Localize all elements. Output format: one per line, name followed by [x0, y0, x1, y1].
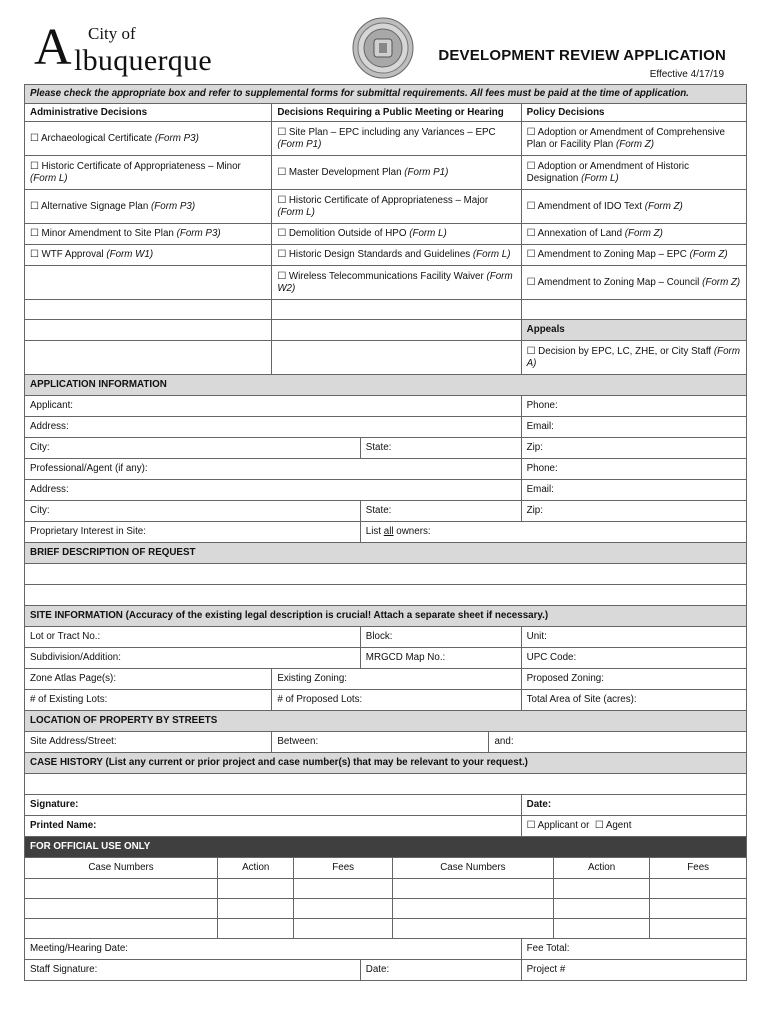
applicant-field[interactable]: Applicant:	[25, 396, 522, 417]
city-field[interactable]: City:	[25, 438, 361, 459]
upc-code-field[interactable]: UPC Code:	[521, 648, 746, 669]
case-history-line[interactable]	[25, 774, 747, 795]
col-header-policy: Policy Decisions	[521, 104, 746, 122]
official-cell[interactable]	[25, 879, 218, 899]
official-use-header: FOR OFFICIAL USE ONLY	[25, 837, 747, 858]
appeals-header: Appeals	[521, 320, 746, 341]
signature-field[interactable]: Signature:	[25, 795, 522, 816]
email-field[interactable]: Email:	[521, 417, 746, 438]
official-cell[interactable]	[553, 899, 650, 919]
form-ref: (Form P1)	[277, 138, 322, 150]
option-label: Demolition Outside of HPO	[288, 228, 407, 239]
checkbox-icon[interactable]: ☐	[277, 194, 287, 206]
logo-city-of: City of	[88, 24, 136, 43]
official-row	[25, 919, 747, 939]
existing-zoning-field[interactable]: Existing Zoning:	[272, 669, 521, 690]
brief-description-header: BRIEF DESCRIPTION OF REQUEST	[25, 543, 747, 564]
checkbox-comprehensive-plan[interactable]	[521, 122, 746, 156]
empty-cell	[272, 320, 521, 341]
form-ref: (Form P3)	[154, 132, 199, 144]
option-label: Wireless Telecommunications Facility Waiver	[288, 270, 484, 282]
lot-tract-field[interactable]: Lot or Tract No.:	[25, 627, 361, 648]
option-label: Amendment of IDO Text	[537, 200, 642, 212]
zone-atlas-field[interactable]: Zone Atlas Page(s):	[25, 669, 272, 690]
official-cell[interactable]	[294, 899, 393, 919]
form-ref: (Form A)	[526, 345, 740, 369]
checkbox-demolition[interactable]	[272, 224, 521, 245]
checkbox-icon[interactable]: ☐	[526, 160, 536, 172]
form-ref: (Form L)	[30, 172, 68, 184]
official-col-case-numbers: Case Numbers	[25, 858, 218, 879]
checkbox-icon[interactable]: ☐	[526, 126, 536, 138]
printed-name-field[interactable]: Printed Name:	[25, 816, 522, 837]
logo-city-name: lbuquerque	[74, 44, 212, 77]
signature-date-field[interactable]: Date:	[521, 795, 746, 816]
meeting-date-field[interactable]: Meeting/Hearing Date:	[25, 939, 522, 960]
checkbox-icon[interactable]: ☐	[526, 249, 536, 260]
checkbox-alternative-signage[interactable]	[25, 190, 272, 224]
agent-city-field[interactable]: City:	[25, 501, 361, 522]
form-ref: (Form W2)	[277, 270, 513, 294]
proprietary-interest-field[interactable]: Proprietary Interest in Site:	[25, 522, 361, 543]
official-cell[interactable]	[553, 919, 650, 939]
checkbox-icon[interactable]: ☐	[277, 228, 287, 239]
official-cell[interactable]	[650, 919, 747, 939]
checkbox-annexation[interactable]	[521, 224, 746, 245]
checkbox-icon[interactable]: ☐	[526, 276, 536, 288]
official-col-fees: Fees	[294, 858, 393, 879]
form-ref: (Form P3)	[151, 200, 196, 212]
official-cell[interactable]	[392, 919, 553, 939]
checkbox-ido-text[interactable]	[521, 190, 746, 224]
instructions-text: Please check the appropriate box and refer to supplemental forms for submittal requirements. All fees must be paid at the time of application.	[25, 85, 747, 104]
official-col-fees-2: Fees	[650, 858, 747, 879]
checkbox-wtf-approval[interactable]	[25, 245, 272, 266]
form-ref: (Form W1)	[106, 249, 154, 260]
checkbox-icon[interactable]: ☐	[30, 228, 39, 239]
official-cell[interactable]	[294, 879, 393, 899]
official-cell[interactable]	[25, 919, 218, 939]
checkbox-zoning-map-epc[interactable]	[521, 245, 746, 266]
official-cell[interactable]	[218, 919, 294, 939]
option-label: Adoption or Amendment of Historic Designation	[526, 160, 690, 184]
checkbox-site-plan-epc[interactable]	[272, 122, 521, 156]
application-form	[24, 84, 747, 981]
form-ref: (Form Z)	[644, 200, 683, 212]
form-ref: (Form L)	[472, 249, 511, 260]
official-row	[25, 879, 747, 899]
proposed-zoning-field[interactable]: Proposed Zoning:	[521, 669, 746, 690]
empty-cell	[25, 266, 272, 300]
form-ref: (Form L)	[277, 206, 315, 218]
agent-email-field[interactable]: Email:	[521, 480, 746, 501]
project-number-field[interactable]: Project #	[521, 960, 746, 981]
checkbox-archaeological-certificate[interactable]	[25, 122, 272, 156]
official-cell[interactable]	[392, 879, 553, 899]
form-ref: (Form Z)	[615, 138, 655, 150]
official-cell[interactable]	[392, 899, 553, 919]
staff-date-field[interactable]: Date:	[360, 960, 521, 981]
official-cell[interactable]	[218, 879, 294, 899]
option-label: Archaeological Certificate	[40, 132, 153, 144]
option-label: Site Plan – EPC including any Variances – EPC	[288, 126, 496, 138]
list-owners-field[interactable]	[360, 522, 746, 543]
checkbox-icon[interactable]: ☐	[526, 345, 536, 357]
checkbox-master-development-plan[interactable]	[272, 156, 521, 190]
checkbox-icon[interactable]: ☐	[30, 249, 39, 260]
address-field[interactable]: Address:	[25, 417, 522, 438]
form-ref: (Form Z)	[624, 228, 663, 239]
role-selector	[521, 816, 746, 837]
option-label: Amendment to Zoning Map – Council	[537, 276, 700, 288]
official-col-action: Action	[218, 858, 294, 879]
checkbox-icon[interactable]: ☐	[526, 228, 536, 239]
checkbox-icon[interactable]: ☐	[30, 132, 39, 144]
option-label: Amendment to Zoning Map – EPC	[537, 249, 687, 260]
official-col-case-numbers-2: Case Numbers	[392, 858, 553, 879]
official-cell[interactable]	[650, 879, 747, 899]
form-ref: (Form P1)	[404, 166, 449, 178]
option-label: Adoption or Amendment of Comprehensive Plan or Facility Plan	[526, 126, 725, 150]
applicant-option-label: Applicant or	[537, 820, 590, 831]
block-field[interactable]: Block:	[360, 627, 521, 648]
col-header-administrative: Administrative Decisions	[25, 104, 272, 122]
checkbox-icon[interactable]: ☐	[277, 249, 287, 260]
agent-zip-field[interactable]: Zip:	[521, 501, 746, 522]
agent-phone-field[interactable]: Phone:	[521, 459, 746, 480]
existing-lots-field[interactable]: # of Existing Lots:	[25, 690, 272, 711]
proposed-lots-field[interactable]: # of Proposed Lots:	[272, 690, 521, 711]
option-label: Annexation of Land	[537, 228, 623, 239]
agent-address-field[interactable]: Address:	[25, 480, 522, 501]
staff-signature-field[interactable]: Staff Signature:	[25, 960, 361, 981]
form-ref: (Form P3)	[176, 228, 221, 239]
empty-cell	[272, 341, 521, 375]
checkbox-wireless-waiver[interactable]	[272, 266, 521, 300]
option-label: Master Development Plan	[288, 166, 402, 178]
official-cell[interactable]	[25, 899, 218, 919]
checkbox-icon[interactable]: ☐	[277, 126, 287, 138]
option-label: Historic Certificate of Appropriateness – Major	[288, 194, 489, 206]
official-cell[interactable]	[294, 919, 393, 939]
list-owners-post: owners:	[393, 526, 431, 537]
empty-cell	[25, 320, 272, 341]
between-field[interactable]: Between:	[272, 732, 489, 753]
fee-total-field[interactable]: Fee Total:	[521, 939, 746, 960]
checkbox-icon[interactable]: ☐	[30, 200, 39, 212]
form-ref: (Form L)	[581, 172, 619, 184]
option-label: WTF Approval	[41, 249, 104, 260]
zip-field[interactable]: Zip:	[521, 438, 746, 459]
city-seal-icon	[352, 17, 414, 79]
agent-state-field[interactable]: State:	[360, 501, 521, 522]
subdivision-field[interactable]: Subdivision/Addition:	[25, 648, 361, 669]
site-address-field[interactable]: Site Address/Street:	[25, 732, 272, 753]
official-cell[interactable]	[218, 899, 294, 919]
page-title: DEVELOPMENT REVIEW APPLICATION	[438, 47, 726, 64]
checkbox-appeal-decision[interactable]	[521, 341, 746, 375]
phone-field[interactable]: Phone:	[521, 396, 746, 417]
total-area-field[interactable]: Total Area of Site (acres):	[521, 690, 746, 711]
list-owners-all: all	[383, 526, 394, 537]
option-label: Historic Design Standards and Guidelines	[288, 249, 471, 260]
option-label: Historic Certificate of Appropriateness – Minor	[41, 160, 241, 172]
case-history-header: CASE HISTORY (List any current or prior project and case number(s) that may be relevant to your request.)	[25, 753, 747, 774]
col-header-public-meeting: Decisions Requiring a Public Meeting or Hearing	[272, 104, 521, 122]
form-ref: (Form Z)	[702, 276, 741, 288]
checkbox-historic-designation[interactable]	[521, 156, 746, 190]
empty-cell	[272, 300, 521, 320]
option-label: Alternative Signage Plan	[40, 200, 149, 212]
option-label: Minor Amendment to Site Plan	[41, 228, 174, 239]
empty-cell	[25, 300, 272, 320]
application-info-header: APPLICATION INFORMATION	[25, 375, 747, 396]
official-cell[interactable]	[650, 899, 747, 919]
location-header: LOCATION OF PROPERTY BY STREETS	[25, 711, 747, 732]
description-line[interactable]	[25, 585, 747, 606]
option-label: Decision by EPC, LC, ZHE, or City Staff	[538, 345, 712, 357]
agent-checkbox[interactable]: ☐	[594, 820, 604, 831]
list-owners-pre: List	[365, 526, 384, 537]
effective-date: Effective 4/17/19	[649, 69, 724, 80]
empty-cell	[25, 341, 272, 375]
agent-field[interactable]: Professional/Agent (if any):	[25, 459, 522, 480]
header	[0, 0, 770, 84]
checkbox-icon[interactable]: ☐	[277, 270, 287, 282]
checkbox-historic-design-standards[interactable]	[272, 245, 521, 266]
checkbox-historic-coa-minor[interactable]	[25, 156, 272, 190]
form-ref: (Form Z)	[689, 249, 728, 260]
logo-big-letter: A	[34, 19, 72, 76]
checkbox-minor-amendment[interactable]	[25, 224, 272, 245]
unit-field[interactable]: Unit:	[521, 627, 746, 648]
site-info-header: SITE INFORMATION (Accuracy of the existing legal description is crucial! Attach a separate sheet if necessary.)	[25, 606, 747, 627]
state-field[interactable]: State:	[360, 438, 521, 459]
checkbox-icon[interactable]: ☐	[526, 200, 536, 212]
description-line[interactable]	[25, 564, 747, 585]
mrgcd-field[interactable]: MRGCD Map No.:	[360, 648, 521, 669]
applicant-checkbox[interactable]: ☐	[526, 820, 536, 831]
official-row	[25, 899, 747, 919]
checkbox-icon[interactable]: ☐	[30, 160, 39, 172]
official-col-action-2: Action	[553, 858, 650, 879]
checkbox-historic-coa-major[interactable]	[272, 190, 521, 224]
official-cell[interactable]	[553, 879, 650, 899]
checkbox-icon[interactable]: ☐	[277, 166, 287, 178]
and-field[interactable]: and:	[489, 732, 747, 753]
checkbox-zoning-map-council[interactable]	[521, 266, 746, 300]
empty-cell	[521, 300, 746, 320]
form-ref: (Form L)	[409, 228, 447, 239]
agent-option-label: Agent	[605, 820, 632, 831]
